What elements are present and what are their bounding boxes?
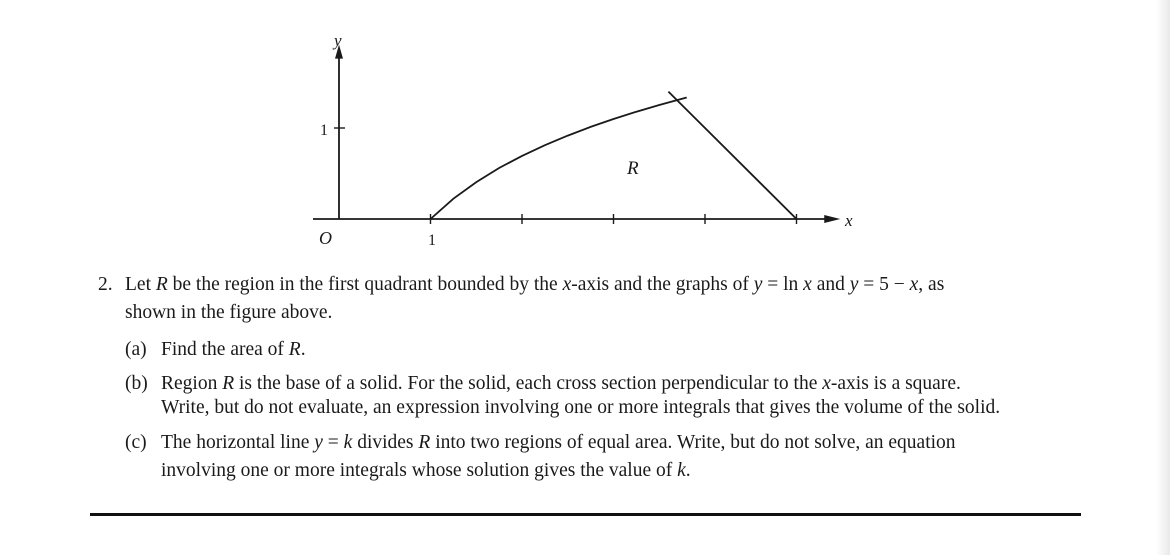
part-a-text [161,337,306,362]
math-var: R [288,339,301,360]
math-var: R [418,432,431,453]
region-figure [0,0,1170,260]
math-var: x [562,274,572,295]
math-var: x [822,373,831,394]
math-var: y [314,432,323,453]
text-span: and [811,274,850,295]
text-span: Find the area of [161,339,289,360]
problem-number: 2. [98,274,113,295]
part-b-text-line1 [161,371,961,396]
x-axis-arrow [824,215,840,223]
problem-statement-line1 [125,271,944,299]
math-text: = [322,432,344,453]
text-span: involving one or more integrals whose solution gives the value of [161,460,678,481]
text-span: is the base of a solid. For the solid, each cross section perpendicular to the [234,373,823,394]
math-var: k [677,460,686,481]
x-axis-label: x [845,211,853,230]
math-text: = 5 − [858,274,910,295]
text-span: into two regions of equal area. Write, but do not solve, an equation [430,432,956,453]
text-span: , as [918,274,945,295]
x-tick-label-1: 1 [428,232,436,249]
text-span: be the region in the first quadrant bounded by the [167,274,563,295]
text-span: The horizontal line [161,432,315,453]
text-span: Region [161,373,223,394]
text-span: . [685,460,691,481]
part-a-label: (a) [125,339,147,360]
bottom-rule [90,513,1081,516]
region-label: R [627,158,639,179]
problem-statement-line2: shown in the figure above. [125,302,333,323]
math-var: x [803,274,812,295]
math-var: y [753,274,763,295]
text-span: divides [352,432,419,453]
origin-label: O [319,228,332,248]
math-var: R [155,274,168,295]
line-5-minus-x [668,92,796,219]
part-c-text-line1 [161,430,956,455]
part-c-label: (c) [125,432,147,453]
y-tick-label-1: 1 [320,122,328,139]
math-text: = ln [762,274,804,295]
chart-layer [313,45,840,224]
math-var: R [222,373,235,394]
y-axis-label: y [334,31,342,50]
text-span: -axis is a square. [830,373,961,394]
text-span: Let [125,274,156,295]
part-c-text-line2 [161,458,691,483]
curve-ln-x [431,98,687,220]
part-b-text-line2: Write, but do not evaluate, an expression involving one or more integrals that gives the volume of the solid. [161,397,1001,418]
math-var: y [849,274,859,295]
part-b-label: (b) [125,373,148,394]
text-span: -axis and the graphs of [571,274,754,295]
math-var: k [343,432,353,453]
math-var: x [909,274,919,295]
text-span: . [300,339,306,360]
